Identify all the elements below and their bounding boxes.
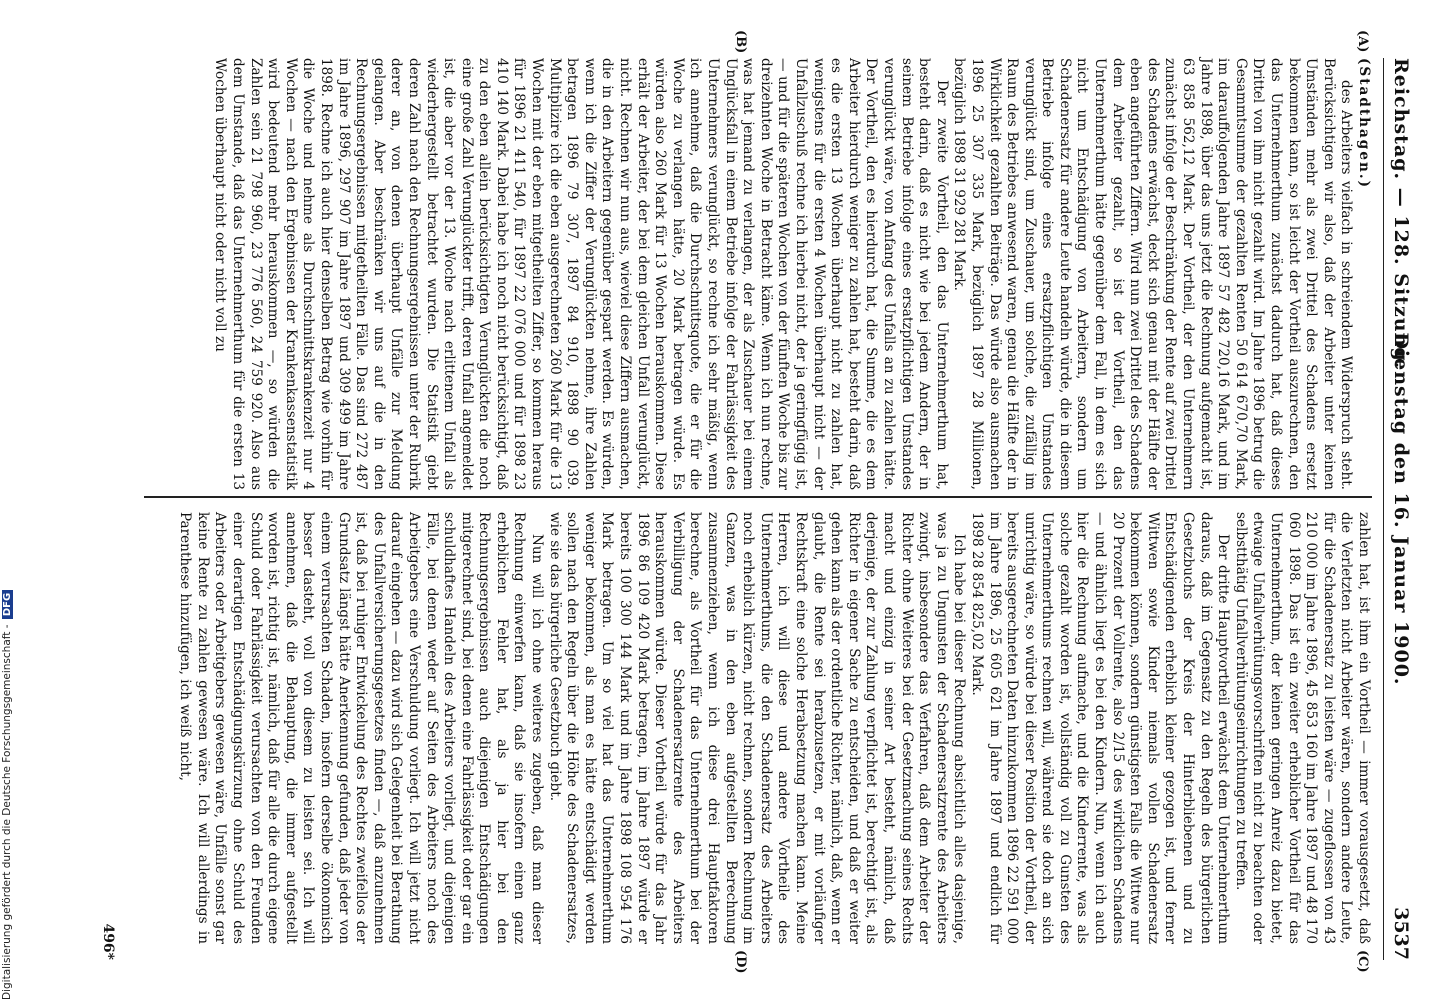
credit-text: Digitalisierung gefördert durch die Deutsche Forschungsgemeinschaft - [1,624,13,1000]
left-paragraph-2: Der zweite Vortheil, den das Unternehmerthum hat, besteht darin, daß es nicht wie bei jedem Andern, der in seinem Betriebe infolge eines ersatzpflichtigen Umstandes verunglückt wäre, von Anfang des Unfalls an zu zahlen hätte. Der Vortheil, den es hierdurch hat, die Summe, die es dem Arbeiter hierdurch weniger zu zahlen hat, besteht darin, daß es die ersten 13 Wochen überhaupt nicht zu zahlen hat, wenigstens für die ersten 4 Wochen überhaupt nicht — der Unfallzuschuß rechne ich hierbei nicht, der ja geringfügig ist, — und für die späteren Wochen von der fünften Woche bis zur dreizehnten Woche in Betracht käme. Wenn ich nun rechne, was hat jemand zu verlangen, der als Zuschauer bei einem Unglücksfall in einem Betriebe infolge der Fahrlässigkeit des Unternehmers verunglückt, so rechne ich sehr mäßig, wenn ich annehme, daß die Durchschnittsquote, die er für die Woche zu verlangen hätte, 20 Mark betragen würde. Es würden also 260 Mark für 13 Wochen herauskommen. Diese erhält der Arbeiter, der bei dem gleichen Unfall verunglückt, nicht. Rechnen wir nun aus, wieviel diese Ziffern ausmachen, die in den Arbeitern gegenüber gespart werden. Es würden, wenn ich die Ziffer der Verunglückten nehme, ihre Zahlen betragen 1896 79 307, 1897 84 910, 1898 90 039. Multiplizire ich die eben ausgerechneten 260 Mark für die 13 Wochen mit der eben mitgetheilten Ziffer, so kommen heraus für 1896 21 411 540, für 1897 22 076 000 und für 1898 23 410 140 Mark. Dabei habe ich noch nicht berücksichtigt, daß zu den eben allein berücksichtigten Verunglückten die noch eine große Zahl Verunglückter trifft, deren Unfall angemeldet ist, die aber vor der 13. Woche nach erlittenem Unfall als wiederhergestellt betrachtet wurden. Die Statistik giebt deren Zahl nach den Rechnungsergebnissen unter der Rubrik derer an, von denen überhaupt Unfälle zur Meldung gelangen. Aber beschränken wir uns auf die in den Rechnungsergebnissen mitgetheilten Fälle. Das sind 272 487 im Jahre 1896, 297 907 im Jahre 1897 und 309 499 im Jahre 1898. Rechne ich auch hier denselben Betrag wie vorhin für die Woche und nehme als Durchschnittskrankenzeit nur 4 Wochen — nach den Ergebnissen der Krankenkassenstatistik wird bedeutend mehr herauskommen —, so würden die Zahlen sein 21 798 960, 23 776 560, 24 759 920. Also aus dem Umstande, daß das Unternehmerthum für die ersten 13 Wochen überhaupt nicht oder nicht voll zu [212,58,950,490]
right-paragraph-4: Nun will ich ohne weiteres zugeben, daß man dieser Rechnung einwerfen kann, daß sie insofern einen ganz erheblichen Fehler hat, als ja hier bei den Rechnungsergebnissen auch diejenigen Entschädigungen mitgerechnet sind, bei denen eine Fahrlässigkeit oder gar ein schuldhaftes Handeln des Arbeiters vorliegt, und diejenigen Fälle, bei denen weder auf Seiten des Arbeiters noch des Arbeitgebers eine Verschuldung vorliegt. Ich will jetzt nicht darauf eingehen — dazu wird sich Gelegenheit bei Berathung des Unfallversicherungsgesetzes finden —, daß anzunehmen ist, daß bei ruhiger Entwickelung des Rechtes zweifellos der Grundsatz längst hätte Anerkennung gefunden, daß jeder von einem verursachten Schaden, insofern derselbe ökonomisch besser dasteht, voll von diesem zu leisten sei. Ich will annehmen, daß die Behauptung, die immer aufgestellt worden ist, richtig ist, nämlich, daß für alle die durch eigene Schuld oder Fahrlässigkeit verursachten von den Freunden einer derartigen Entschädigungskürzung ohne Schuld des Arbeiters oder Arbeitgebers gewesen wäre, Unfälle sonst gar keine Rente zu zahlen gewesen wäre. Ich will allerdings in Parenthese hinzufügen, ich weiß nicht, [177,512,546,944]
sheet-signature: 496* [100,923,116,960]
digitization-credit [0,0,14,1000]
header-date: Dienstag den 16. Januar 1900. [1390,332,1412,686]
right-column [176,512,1372,944]
dfg-logo-icon: DFG [2,590,13,619]
left-paragraph-1: des Arbeiters vielfach in schreiendem Widerspruch steht. Berücksichtigen wir also, daß der Arbeiter unter keinen Umständen mehr als zwei Drittel des Schadens ersetzt bekommen kann, so ist leicht der Vortheil auszurechnen, den das Unternehmerthum zunächst dadurch hat, daß dieses Drittel von ihm nicht gezahlt wird. Im Jahre 1896 betrug die Gesammtsumme der gezahlten Renten 50 614 670,70 Mark, im darauffolgenden Jahre 1897 57 482 720,16 Mark, und im Jahre 1898, über das uns jetzt die Rechnung aufgemacht ist, 63 858 562,12 Mark. Der Vortheil, der den Unternehmern zunächst infolge der Beschränkung der Rente auf zwei Drittel des Schadens erwächst, deckt sich genau mit der Hälfte der eben angeführten Ziffern. Wird nun zwei Drittel des Schadens dem Arbeiter gezahlt, so ist der Vortheil, den das Unternehmerthum hätte gegenüber dem Fall, in dem es sich nicht um Entschädigung von Arbeitern, sondern um Schadenersatz für andere Leute handeln würde, die in diesem Betriebe infolge eines ersatzpflichtigen Umstandes verunglückt sind, um Zuschauer, um solche, die zufällig im Raum des Betriebes anwesend waren, genau die Hälfte der in Wirklichkeit gezahlten Beiträge. Das würde also ausmachen 1896 25 307 335 Mark, bezüglich 1897 28 Millionen, bezüglich 1898 31 929 281 Mark. [951,58,1355,490]
header-session: Reichstag. — 128. Sitzung. [1390,58,1412,370]
right-paragraph-2: Der dritte Hauptvortheil erwächst dem Unternehmerthum daraus, daß im Gegensatz zu den Regeln des bürgerlichen Gesetzbuchs der Kreis der Hinterbliebenen und zu Entschädigenden erheblich kleiner gezogen ist, und ferner Wittwen sowie Kinder niemals vollen Schadenersatz bekommen können, sondern günstigsten Falls die Wittwe nur 20 Prozent der Vollrente, also 2/15 des wirklichen Schadens — und ähnlich liegt es bei den Kindern. Nun, wenn ich auch hier die Rechnung aufmache, und die Kinderrente, was als solche gezahlt worden ist, vollständig voll zu Gunsten des Unternehmerthums rechnen will, während sie doch an sich unrichtig wäre, so würde bei dieser Position der Vortheil, der bereits ausgerechneten Daten hinzukommen 1896 22 591 000 im Jahre 1896, 25 605 621 im Jahre 1897 und endlich für 1898 28 854 825,02 Mark. [968,512,1232,944]
page-number: 3537 [1390,907,1412,960]
column-divider [144,496,1372,498]
right-paragraph-3: Ich habe bei dieser Rechnung absichtlich alles dasjenige, was ja zu Ungunsten der Schadenersatzrente des Arbeiters zwingt, insbesondere das Verfahren, daß dem Arbeiter der Richter ohne Weiteres bei der Gesetzmachung seines Rechts macht und einzig in seiner Art besteht, nämlich, daß derjenige, der zur Zahlung verpflichtet ist, berechtigt ist, als Richter in eigener Sache zu entscheiden, und daß er weiter gehen kann als der ordentliche Richter, nämlich, daß, wenn er glaubt, die Rente sei herabzusetzen, er mit vorläufiger Rechtskraft eine solche Herabsetzung machen kann. Meine Herren, ich will diese und andere Vortheile des Unternehmerthums, die den Schadenersatz des Arbeiters noch erheblich kürzen, nicht rechnen, sondern Rechnung im Ganzen, was in den eben aufgestellten Berechnung zusammenziehen, wenn ich diese drei Hauptfaktoren berechne, als Vortheil für das Unternehmerthum bei der Verbilligung der Schadenersatzrente des Arbeiters herauskommen würde. Dieser Vortheil würde für das Jahr 1896 86 109 420 Mark betragen, im Jahre 1897 würde er bereits 100 300 144 Mark und im Jahre 1898 108 954 176 Mark betragen. Um so viel hat das Unternehmerthum weniger bekommen, als man es hätte entschädigt werden sollen nach den Regeln über die Höhe des Schadenersatzes, wie sie das bürgerliche Gesetzbuch giebt. [546,512,968,944]
margin-marker-c: (C) [1355,950,1370,973]
margin-marker-a: (A) [1355,30,1370,53]
left-column [211,58,1372,490]
speaker-tag: (Stadthagen.) [1356,58,1372,190]
margin-marker-d: (D) [733,950,748,974]
right-paragraph-1: zahlen hat, ist ihm ein Vortheil — immer vorausgesetzt, daß die Verletzten nicht Arbeiter wären, sondern andere Leute, für die Schadenersatz zu leisten wäre — zugeflossen von 43 210 000 im Jahre 1896, 45 853 160 im Jahre 1897 und 48 170 060 1898. Das ist ein zweiter erheblicher Vortheil für das Unternehmerthum, der keinen geringen Anreiz dazu bietet, etwaige Unfallverhütungsvorschriften nicht zu beachten oder selbstthätig Unfallverhütungseinrichtungen zu treffen. [1232,512,1372,944]
credit-line [1,590,13,1000]
margin-marker-b: (B) [733,30,748,54]
page-header [1383,58,1416,960]
